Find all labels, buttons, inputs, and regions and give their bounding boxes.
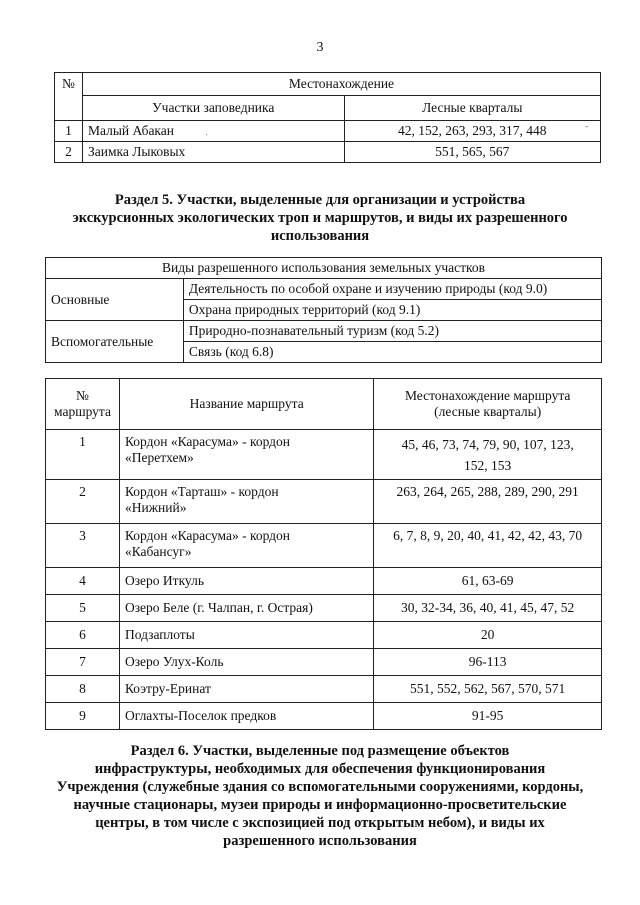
header-route-name: Название маршрута [119, 379, 373, 430]
route-name [119, 524, 373, 568]
route-name: Озеро Иткуль [119, 568, 373, 595]
table-row [46, 703, 602, 730]
site-quarters: 551, 565, 567 [344, 142, 601, 163]
heading-line: разрешенного использования [223, 833, 417, 849]
table-row [46, 595, 602, 622]
route-name: Подзаплоты [119, 622, 373, 649]
table-row [46, 676, 602, 703]
row-number: 1 [55, 121, 83, 142]
heading-line: научные стационары, музеи природы и информационно-просветительские [73, 797, 567, 813]
route-number: 8 [46, 676, 120, 703]
heading-line: Раздел 5. Участки, выделенные для организации и устройства [114, 192, 526, 208]
route-location: 96-113 [374, 649, 602, 676]
table-row [46, 649, 602, 676]
route-name-line: «Перетхем» [124, 450, 194, 465]
route-name: Коэтру-Еринат [119, 676, 373, 703]
heading-line: экскурсионных экологических троп и маршрутов, и виды их разрешенного [72, 210, 568, 226]
heading-line: центры, в том числе с экспозицией под открытым небом), и виды их [95, 815, 545, 831]
permitted-use-header: Виды разрешенного использования земельных участков [46, 258, 602, 279]
route-number: 3 [46, 524, 120, 568]
route-name-line: «Нижний» [124, 500, 187, 515]
header-line: маршрута [54, 404, 111, 419]
route-number: 6 [46, 622, 120, 649]
main-use-item: Охрана природных территорий (код 9.1) [183, 300, 601, 321]
route-location: 30, 32-34, 36, 40, 41, 45, 47, 52 [374, 595, 602, 622]
subheader-sites: Участки заповедника [82, 96, 344, 121]
table-row [55, 142, 601, 163]
page-number: 3 [316, 40, 324, 55]
route-name-line: «Кабансуг» [124, 544, 192, 559]
route-name: Озеро Улух-Коль [119, 649, 373, 676]
table-row [46, 430, 602, 480]
header-no: № [55, 73, 83, 121]
route-number: 5 [46, 595, 120, 622]
route-name [119, 430, 373, 480]
section-5-heading [40, 191, 600, 245]
table-row [55, 121, 601, 142]
route-location: 263, 264, 265, 288, 289, 290, 291 [374, 480, 602, 524]
permitted-use-table [45, 257, 602, 363]
main-use-item: Деятельность по особой охране и изучению природы (код 9.0) [183, 279, 601, 300]
route-number: 1 [46, 430, 120, 480]
header-route-number [46, 379, 120, 430]
route-location [374, 430, 602, 480]
heading-line: инфраструктуры, необходимых для обеспечения функционирования [94, 761, 546, 777]
heading-line: использования [270, 228, 370, 244]
header-line: Местонахождение маршрута [404, 388, 571, 403]
row-number: 2 [55, 142, 83, 163]
header-line: № [76, 388, 89, 403]
header-location: Местонахождение [82, 73, 600, 96]
table-row [46, 524, 602, 568]
route-name [119, 480, 373, 524]
scan-speck: ˌ [205, 125, 209, 136]
site-quarters: 42, 152, 263, 293, 317, 448 [344, 121, 601, 142]
route-name: Оглахты-Поселок предков [119, 703, 373, 730]
aux-uses-label: Вспомогательные [46, 321, 184, 363]
route-number: 7 [46, 649, 120, 676]
scan-speck: ˉ [585, 125, 589, 136]
route-location-line: 152, 153 [464, 458, 512, 473]
route-name-line: Кордон «Карасума» - кордон [124, 528, 291, 543]
table-row [46, 568, 602, 595]
route-name: Озеро Беле (г. Чалпан, г. Острая) [119, 595, 373, 622]
subheader-quarters: Лесные кварталы [344, 96, 601, 121]
site-name: Заимка Лыковых [82, 142, 344, 163]
route-number: 9 [46, 703, 120, 730]
route-location-line: 45, 46, 73, 74, 79, 90, 107, 123, [401, 437, 574, 452]
route-location: 20 [374, 622, 602, 649]
section-6-heading [40, 742, 600, 850]
route-location: 551, 552, 562, 567, 570, 571 [374, 676, 602, 703]
heading-line: Раздел 6. Участки, выделенные под размещение объектов [130, 743, 510, 759]
route-number: 2 [46, 480, 120, 524]
aux-use-item: Природно-познавательный туризм (код 5.2) [183, 321, 601, 342]
route-location: 6, 7, 8, 9, 20, 40, 41, 42, 42, 43, 70 [374, 524, 602, 568]
header-route-location [374, 379, 602, 430]
table-row [46, 622, 602, 649]
aux-use-item: Связь (код 6.8) [183, 342, 601, 363]
routes-table [45, 378, 602, 730]
route-location: 91-95 [374, 703, 602, 730]
site-name: Малый Абакан [82, 121, 344, 142]
reserve-sites-table [54, 72, 601, 163]
header-line: (лесные кварталы) [434, 404, 542, 419]
route-name-line: Кордон «Тарташ» - кордон [124, 484, 279, 499]
main-uses-label: Основные [46, 279, 184, 321]
route-number: 4 [46, 568, 120, 595]
route-location: 61, 63-69 [374, 568, 602, 595]
heading-line: Учреждения (служебные здания со вспомогательными сооружениями, кордоны, [56, 779, 584, 795]
route-name-line: Кордон «Карасума» - кордон [124, 434, 291, 449]
table-row [46, 480, 602, 524]
